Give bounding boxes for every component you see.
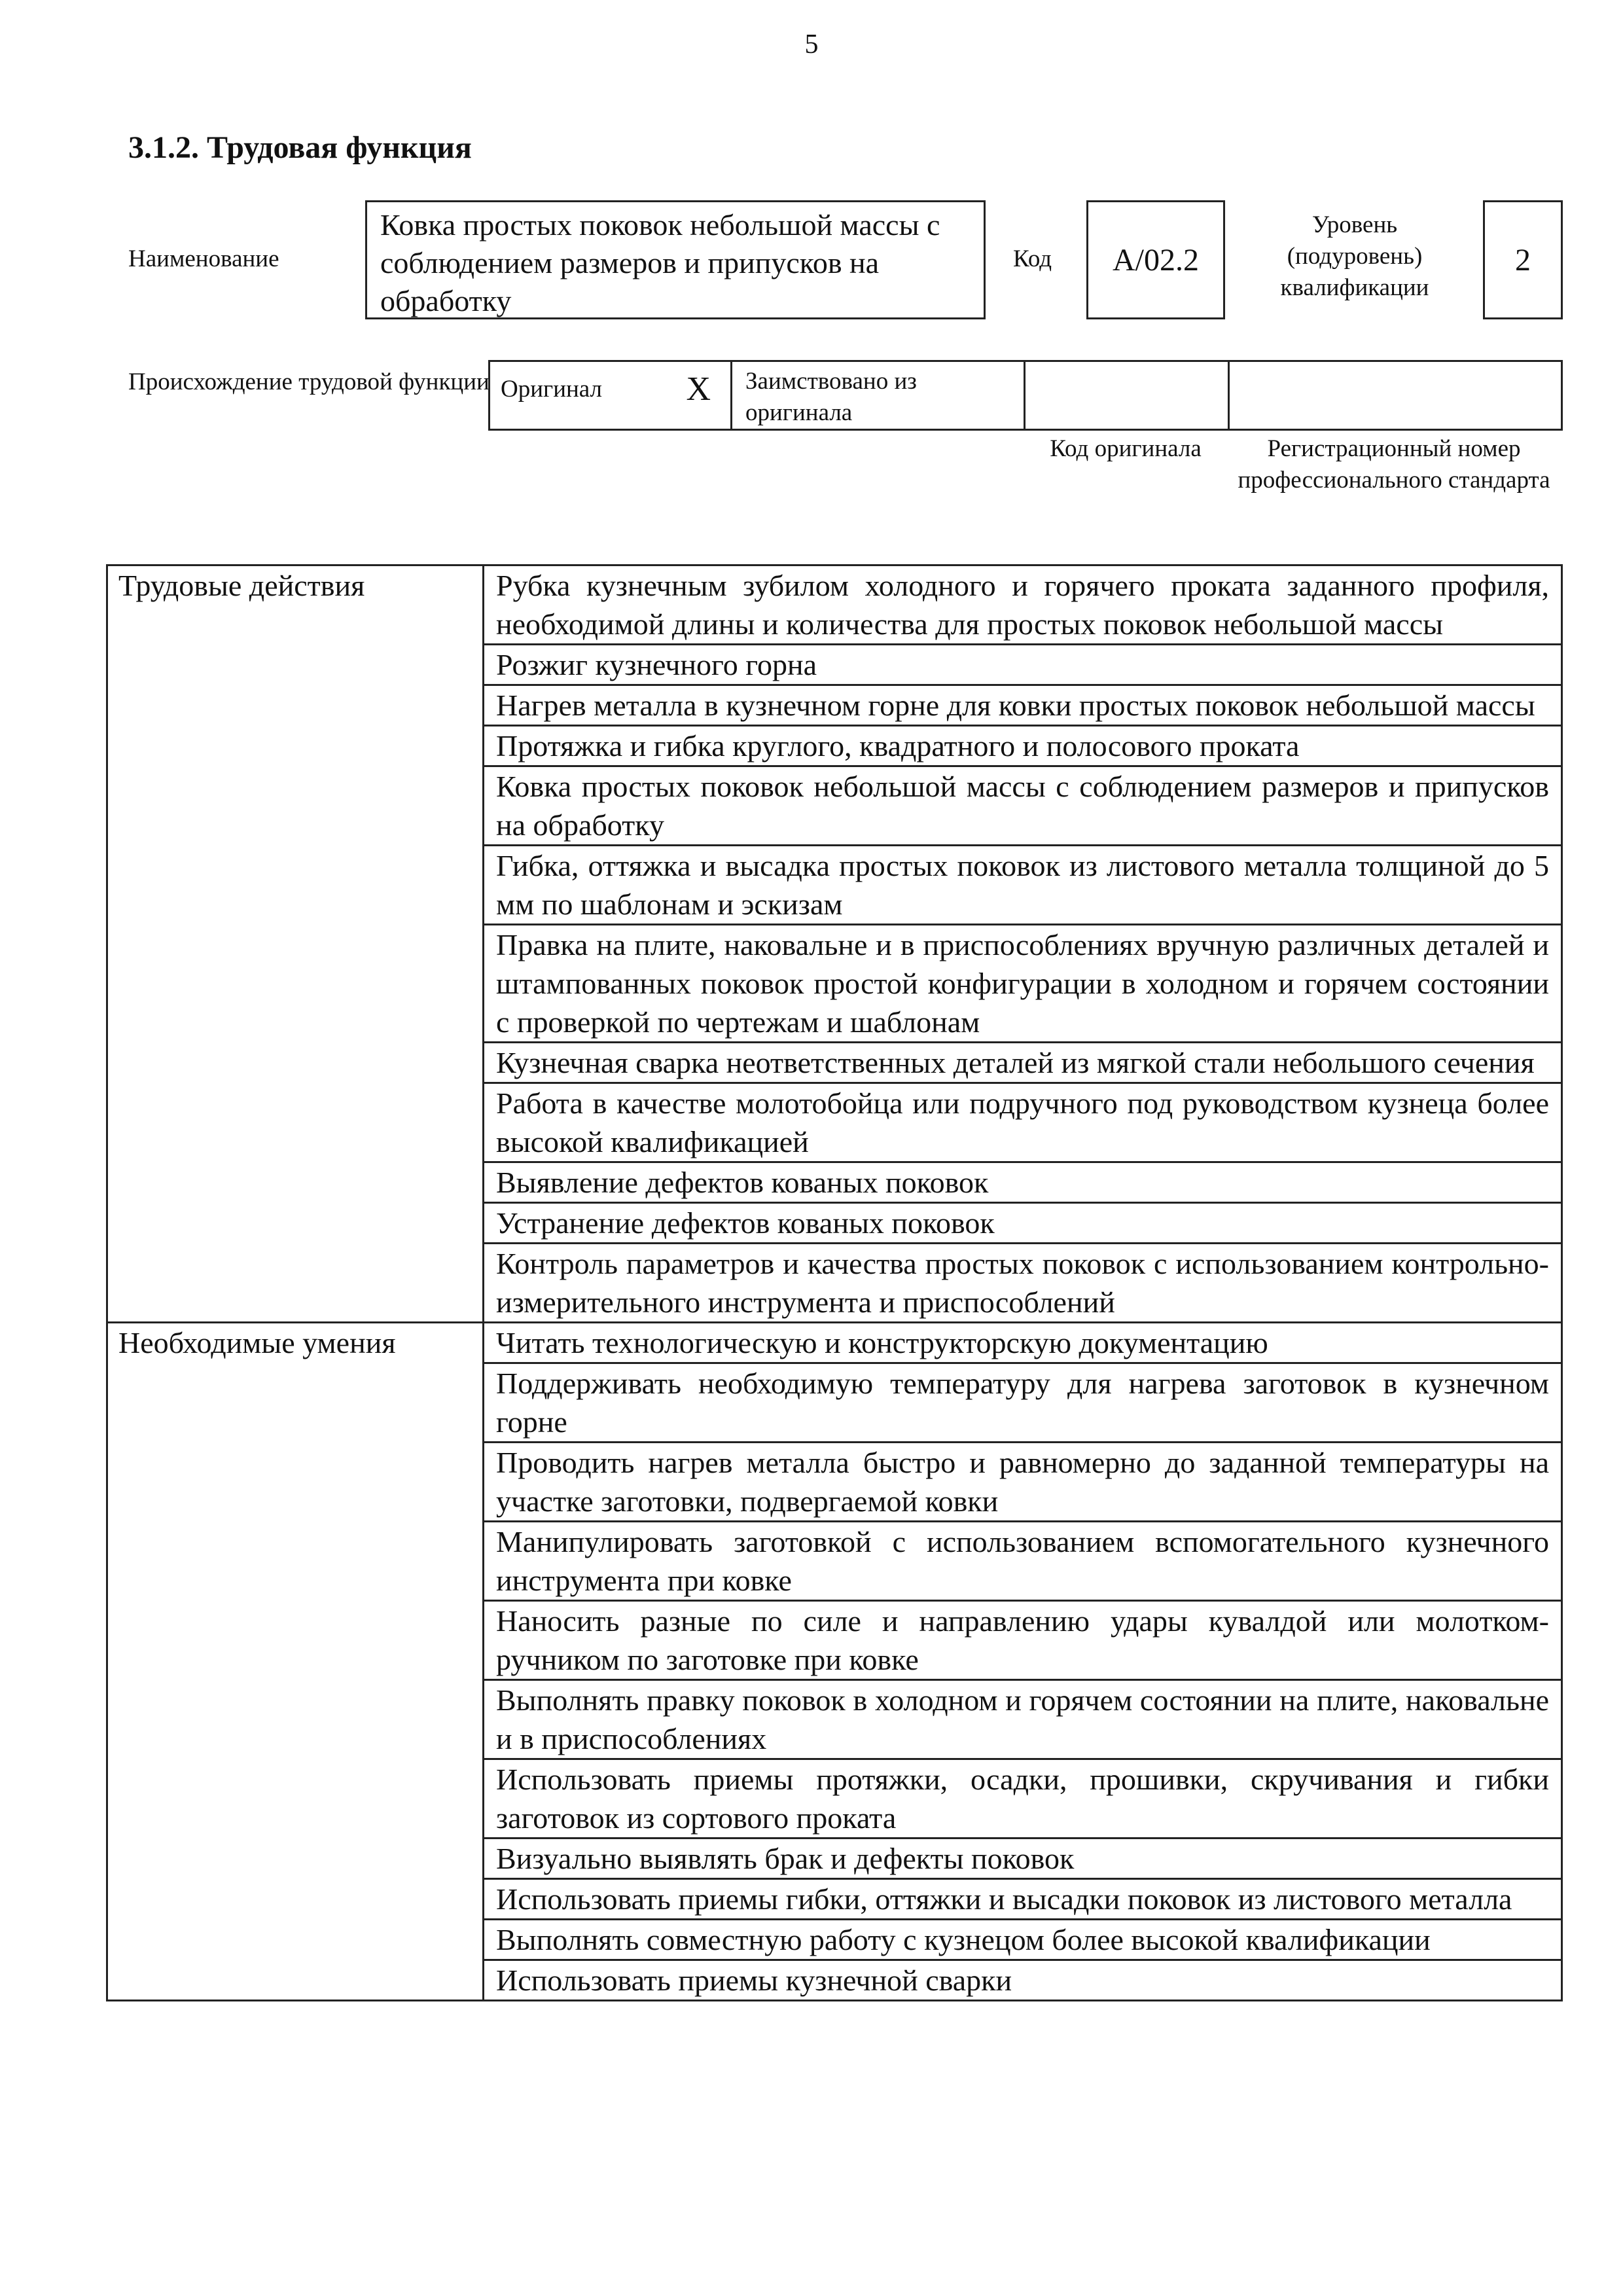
labor-actions-item: Нагрев металла в кузнечном горне для ковки простых поковок небольшой массы (484, 685, 1562, 726)
section-title: 3.1.2. Трудовая функция (128, 130, 472, 165)
labor-actions-item: Работа в качестве молотобойца или подручного под руководством кузнеца более высокой квалификацией (484, 1083, 1562, 1162)
original-label: Оригинал (501, 376, 603, 403)
required-skills-item: Манипулировать заготовкой с использованием вспомогательного кузнечного инструмента при ковке (484, 1522, 1562, 1601)
labor-function-table (106, 564, 1563, 2001)
required-skills-item: Использовать приемы гибки, оттяжки и высадки поковок из листового металла (484, 1879, 1562, 1920)
required-skills-row (107, 1323, 1562, 1363)
page-number: 5 (804, 29, 819, 60)
labor-actions-item: Протяжка и гибка круглого, квадратного и полосового проката (484, 726, 1562, 766)
original-mark: X (686, 370, 711, 408)
required-skills-item: Проводить нагрев металла быстро и равномерно до заданной температуры на участке заготовки, подвергаемой ковки (484, 1443, 1562, 1522)
required-skills-item: Визуально выявлять брак и дефекты поковок (484, 1839, 1562, 1879)
function-name-box: Ковка простых поковок небольшой массы с соблюдением размеров и припусков на обработку (365, 200, 986, 319)
qualification-level-label: Уровень (подуровень) квалификации (1280, 211, 1429, 301)
origin-registration-cell (1230, 362, 1561, 429)
required-skills-item: Использовать приемы протяжки, осадки, прошивки, скручивания и гибки заготовок из сортового проката (484, 1759, 1562, 1839)
labor-actions-item: Ковка простых поковок небольшой массы с соблюдением размеров и припусков на обработку (484, 766, 1562, 846)
labor-actions-item: Розжиг кузнечного горна (484, 645, 1562, 685)
origin-code-cell (1026, 362, 1230, 429)
code-label: Код (1013, 245, 1052, 272)
required-skills-item: Поддерживать необходимую температуру для нагрева заготовок в кузнечном горне (484, 1363, 1562, 1443)
labor-actions-row (107, 565, 1562, 645)
origin-borrowed-cell: Заимствовано из оригинала (732, 362, 1026, 429)
labor-function-table-body (107, 565, 1562, 2001)
labor-actions-item: Устранение дефектов кованых поковок (484, 1203, 1562, 1244)
origin-table (488, 360, 1563, 431)
labor-actions-item: Выявление дефектов кованых поковок (484, 1162, 1562, 1203)
registration-number-caption: Регистрационный номер профессионального стандарта (1238, 435, 1550, 493)
origin-original-cell (490, 362, 732, 429)
required-skills-item: Выполнять совместную работу с кузнецом более высокой квалификации (484, 1920, 1562, 1960)
labor-actions-item: Рубка кузнечным зубилом холодного и горячего проката заданного профиля, необходимой длины и количества для простых поковок небольшой массы (484, 565, 1562, 645)
required-skills-item: Читать технологическую и конструкторскую документацию (484, 1323, 1562, 1363)
code-of-original-caption: Код оригинала (1050, 435, 1202, 462)
required-skills-item: Использовать приемы кузнечной сварки (484, 1960, 1562, 2001)
required-skills-item: Наносить разные по силе и направлению удары кувалдой или молотком-ручником по заготовке при ковке (484, 1601, 1562, 1680)
required-skills-item: Выполнять правку поковок в холодном и горячем состоянии на плите, наковальне и в приспособлениях (484, 1680, 1562, 1759)
labor-actions-item: Контроль параметров и качества простых поковок с использованием контрольно-измерительного инструмента и приспособлений (484, 1244, 1562, 1323)
labor-actions-item: Кузнечная сварка неответственных деталей из мягкой стали небольшого сечения (484, 1043, 1562, 1083)
required-skills-category-cell: Необходимые умения (107, 1323, 484, 2001)
name-label: Наименование (128, 245, 279, 272)
labor-actions-item: Правка на плите, наковальне и в приспособлениях вручную различных деталей и штампованных поковок простой конфигурации в холодном и горячем состоянии с проверкой по чертежам и шаблонам (484, 925, 1562, 1043)
qualification-level-box: 2 (1483, 200, 1563, 319)
origin-label: Происхождение трудовой функции (128, 368, 490, 395)
labor-actions-item: Гибка, оттяжка и высадка простых поковок из листового металла толщиной до 5 мм по шаблонам и эскизам (484, 846, 1562, 925)
code-box: А/02.2 (1086, 200, 1225, 319)
labor-actions-category-cell: Трудовые действия (107, 565, 484, 1323)
